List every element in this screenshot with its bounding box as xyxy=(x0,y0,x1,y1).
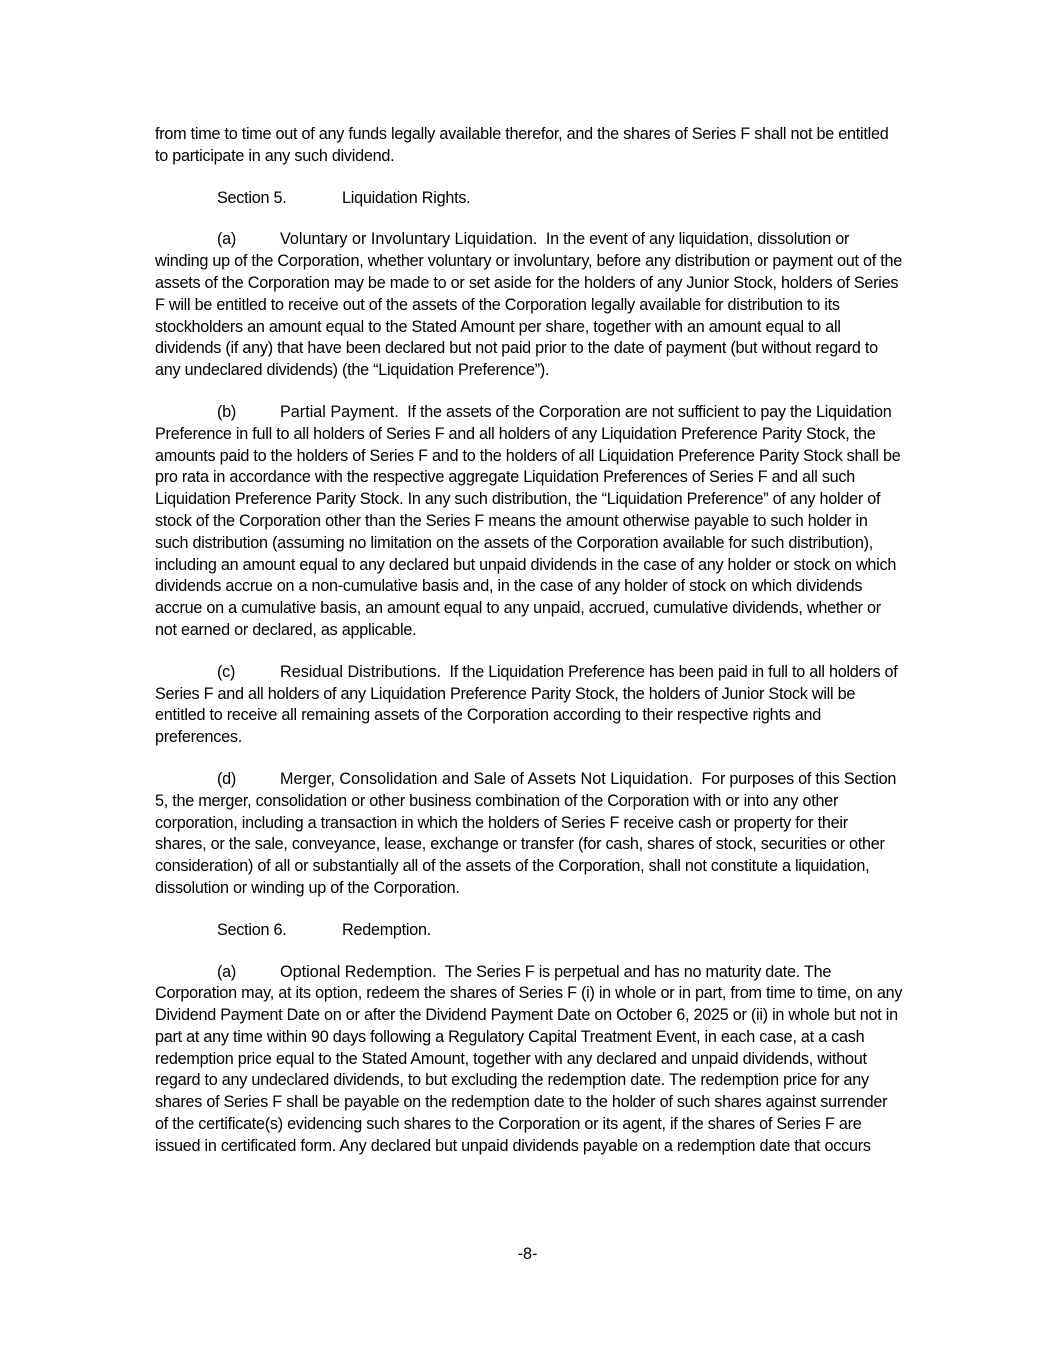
section-6-a-title: Optional Redemption. xyxy=(280,962,437,981)
section-6-a-text: The Series F is perpetual and has no maturity date. The Corporation may, at its option, redeem the shares of Series F (i) in whole or in part, from time to time, on any Dividend Payment Date on or after the Dividend Payment Date on October 6, 2025 or (ii) in whole but not in part at any time within 90 days following a Regulatory Capital Treatment Event, in each case, at a cash redemption price equal to the Stated Amount, together with any declared and unpaid dividends, without regard to any undeclared dividends, to but excluding the redemption date. The redemption price for any shares of Series F shall be payable on the redemption date to the holder of such shares against surrender of the certificate(s) evidencing such shares to the Corporation or its agent, if the shares of Series F are issued in certificated form. Any declared but unpaid dividends payable on a redemption date that occurs xyxy=(155,962,903,1155)
section-5-d-label: (d) xyxy=(217,769,237,788)
section-5-a-paragraph xyxy=(155,229,903,382)
section-5-d-paragraph xyxy=(155,769,903,900)
section-5-c-text: If the Liquidation Preference has been paid in full to all holders of Series F and all holders of any Liquidation Preference Parity Stock, the holders of Junior Stock will be entitled to receive all remaining assets of the Corporation according to their respective rights and preferences. xyxy=(155,662,898,747)
section-5-d-title: Merger, Consolidation and Sale of Assets Not Liquidation. xyxy=(280,769,694,788)
continuation-paragraph: from time to time out of any funds legally available therefor, and the shares of Series F shall not be entitled to participate in any such dividend. xyxy=(155,125,889,165)
section-6-title: Redemption. xyxy=(342,920,432,939)
section-5-b-label: (b) xyxy=(217,402,237,421)
section-5-a-text: In the event of any liquidation, dissolution or winding up of the Corporation, whether voluntary or involuntary, before any distribution or payment out of the assets of the Corporation may be made to or set aside for the holders of any Junior Stock, holders of Series F will be entitled to receive out of the assets of the Corporation legally available for distribution to its stockholders an amount equal to the Stated Amount per share, together with an amount equal to all dividends (if any) that have been declared but not paid prior to the date of payment (but without regard to any undeclared dividends) (the “Liquidation Preference”). xyxy=(155,230,902,380)
section-5-d-text: For purposes of this Section 5, the merger, consolidation or other business combination of the Corporation with or into any other corporation, including a transaction in which the holders of Series F receive cash or property for their shares, or the sale, conveyance, lease, exchange or transfer (for cash, shares of stock, securities or other consideration) of all or substantially all of the assets of the Corporation, shall not constitute a liquidation, dissolution or winding up of the Corporation. xyxy=(155,769,897,897)
section-5-title: Liquidation Rights. xyxy=(342,188,471,207)
section-6-a-paragraph xyxy=(155,962,903,1158)
section-6-heading xyxy=(155,920,903,942)
section-6-number: Section 6. xyxy=(217,920,287,939)
section-5-heading xyxy=(155,188,903,210)
section-5-number: Section 5. xyxy=(217,188,287,207)
section-5-c-title: Residual Distributions. xyxy=(280,662,442,681)
section-5-c-label: (c) xyxy=(217,662,236,681)
section-6-a-label: (a) xyxy=(217,962,237,981)
section-5-b-paragraph xyxy=(155,402,903,642)
document-page xyxy=(155,124,903,1178)
section-5-b-title: Partial Payment. xyxy=(280,402,399,421)
section-5-c-paragraph xyxy=(155,662,903,749)
page-number: -8- xyxy=(517,1245,538,1263)
section-5-a-title: Voluntary or Involuntary Liquidation. xyxy=(280,230,538,249)
section-5-a-label: (a) xyxy=(217,230,237,249)
section-5-b-text: If the assets of the Corporation are not sufficient to pay the Liquidation Preference in full to all holders of Series F and all holders of any Liquidation Preference Parity Stock, the amounts paid to the holders of Series F and to the holders of all Liquidation Preference Parity Stock shall be pro rata in accordance with the respective aggregate Liquidation Preferences of Series F and all such Liquidation Preference Parity Stock. In any such distribution, the “Liquidation Preference” of any holder of stock of the Corporation other than the Series F means the amount otherwise payable to such holder in such distribution (assuming no limitation on the assets of the Corporation available for such distribution), including an amount equal to any declared but unpaid dividends in the case of any holder or stock on which dividends accrue on a non-cumulative basis and, in the case of any holder of stock on which dividends accrue on a cumulative basis, an amount equal to any unpaid, accrued, cumulative dividends, whether or not earned or declared, as applicable. xyxy=(155,402,901,639)
